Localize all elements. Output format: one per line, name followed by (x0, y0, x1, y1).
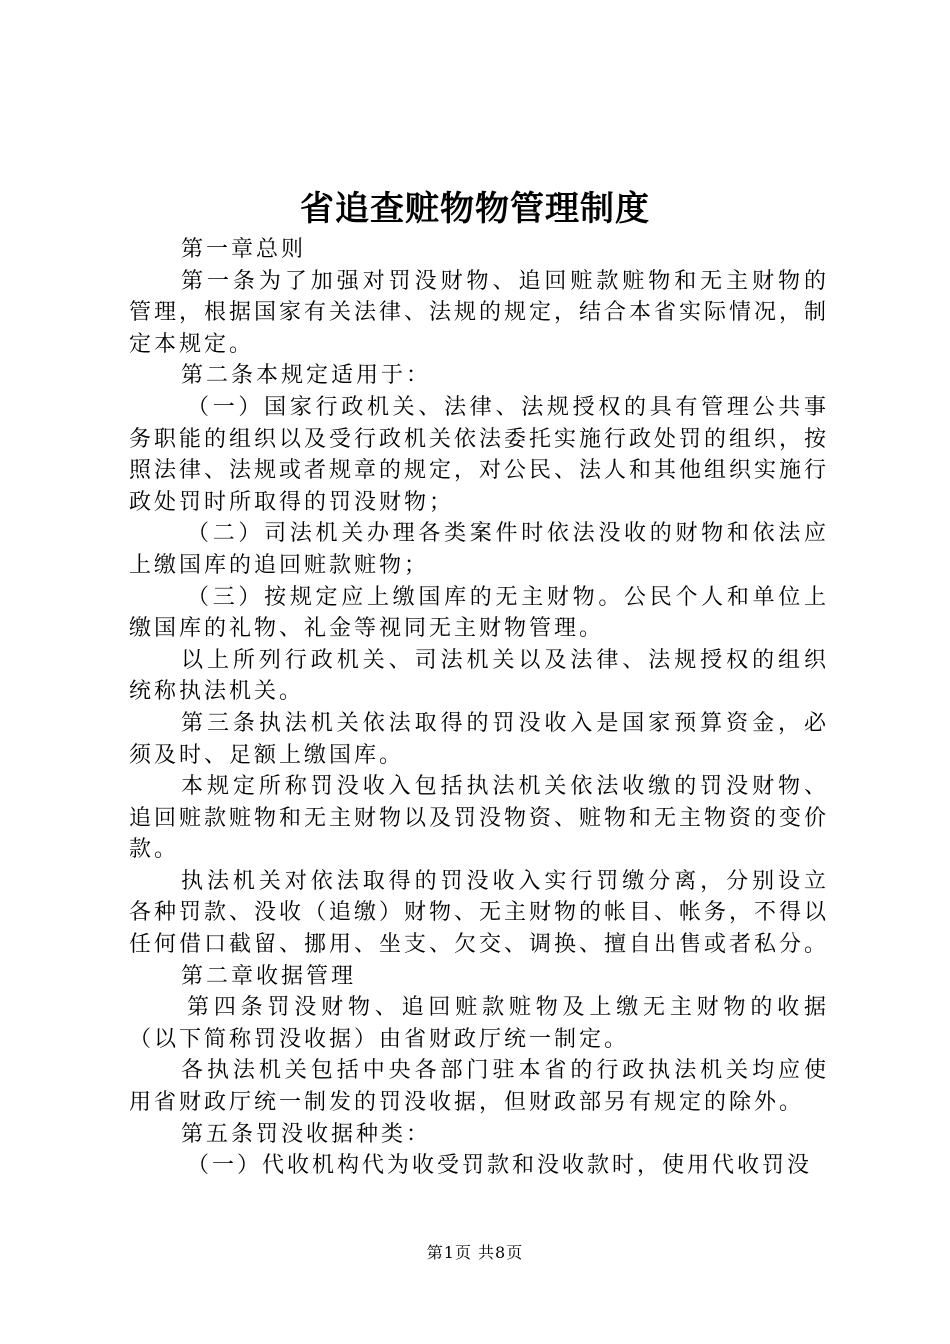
paragraph: （一）代收机构代为收受罚款和没收款时，使用代收罚没 (187, 1153, 813, 1179)
paragraph: 第五条罚没收据种类： (181, 1121, 432, 1147)
paragraph: 第一章总则 (181, 237, 307, 262)
paragraph: 以上所列行政机关、司法机关以及法律、法规授权的组织统称执法机关。 (129, 647, 829, 705)
document-body (129, 234, 829, 1182)
paragraph: 第二章收据管理 (181, 963, 357, 989)
paragraph: 本规定所称罚没收入包括执法机关依法收缴的罚没财物、追回赃款赃物和无主财物以及罚没物资、赃物和无主物资的变价款。 (129, 774, 830, 863)
paragraph: 第二条本规定适用于： (181, 363, 432, 389)
paragraph: （二）司法机关办理各类案件时依法没收的财物和依法应上缴国库的追回赃款赃物； (129, 521, 829, 578)
paragraph: （一）国家行政机关、法律、法规授权的具有管理公共事务职能的组织以及受行政机关依法委托实施行政处罚的组织，按照法律、法规或者规章的规定，对公民、法人和其他组织实施行政处罚时所取得的罚没财物； (129, 394, 830, 515)
paragraph: 执法机关对依法取得的罚没收入实行罚缴分离，分别设立各种罚款、没收（追缴）财物、无主财物的帐目、帐务，不得以任何借口截留、挪用、坐支、欠交、调换、擅自出售或者私分。 (129, 868, 830, 958)
paragraph: 第四条罚没财物、追回赃款赃物及上缴无主财物的收据（以下简称罚没收据）由省财政厅统一制定。 (129, 995, 829, 1052)
paragraph: （三）按规定应上缴国库的无主财物。公民个人和单位上缴国库的礼物、礼金等视同无主财物管理。 (129, 584, 829, 642)
paragraph: 第一条为了加强对罚没财物、追回赃款赃物和无主财物的管理，根据国家有关法律、法规的规定，结合本省实际情况，制定本规定。 (129, 268, 830, 357)
page-number-footer: 第1页 共8页 (426, 1243, 524, 1262)
document-title: 省追查赃物物管理制度 (300, 189, 650, 229)
paragraph: 第三条执法机关依法取得的罚没收入是国家预算资金，必须及时、足额上缴国库。 (129, 710, 829, 768)
paragraph: 各执法机关包括中央各部门驻本省的行政执法机关均应使用省财政厅统一制发的罚没收据，但财政部另有规定的除外。 (129, 1058, 829, 1116)
